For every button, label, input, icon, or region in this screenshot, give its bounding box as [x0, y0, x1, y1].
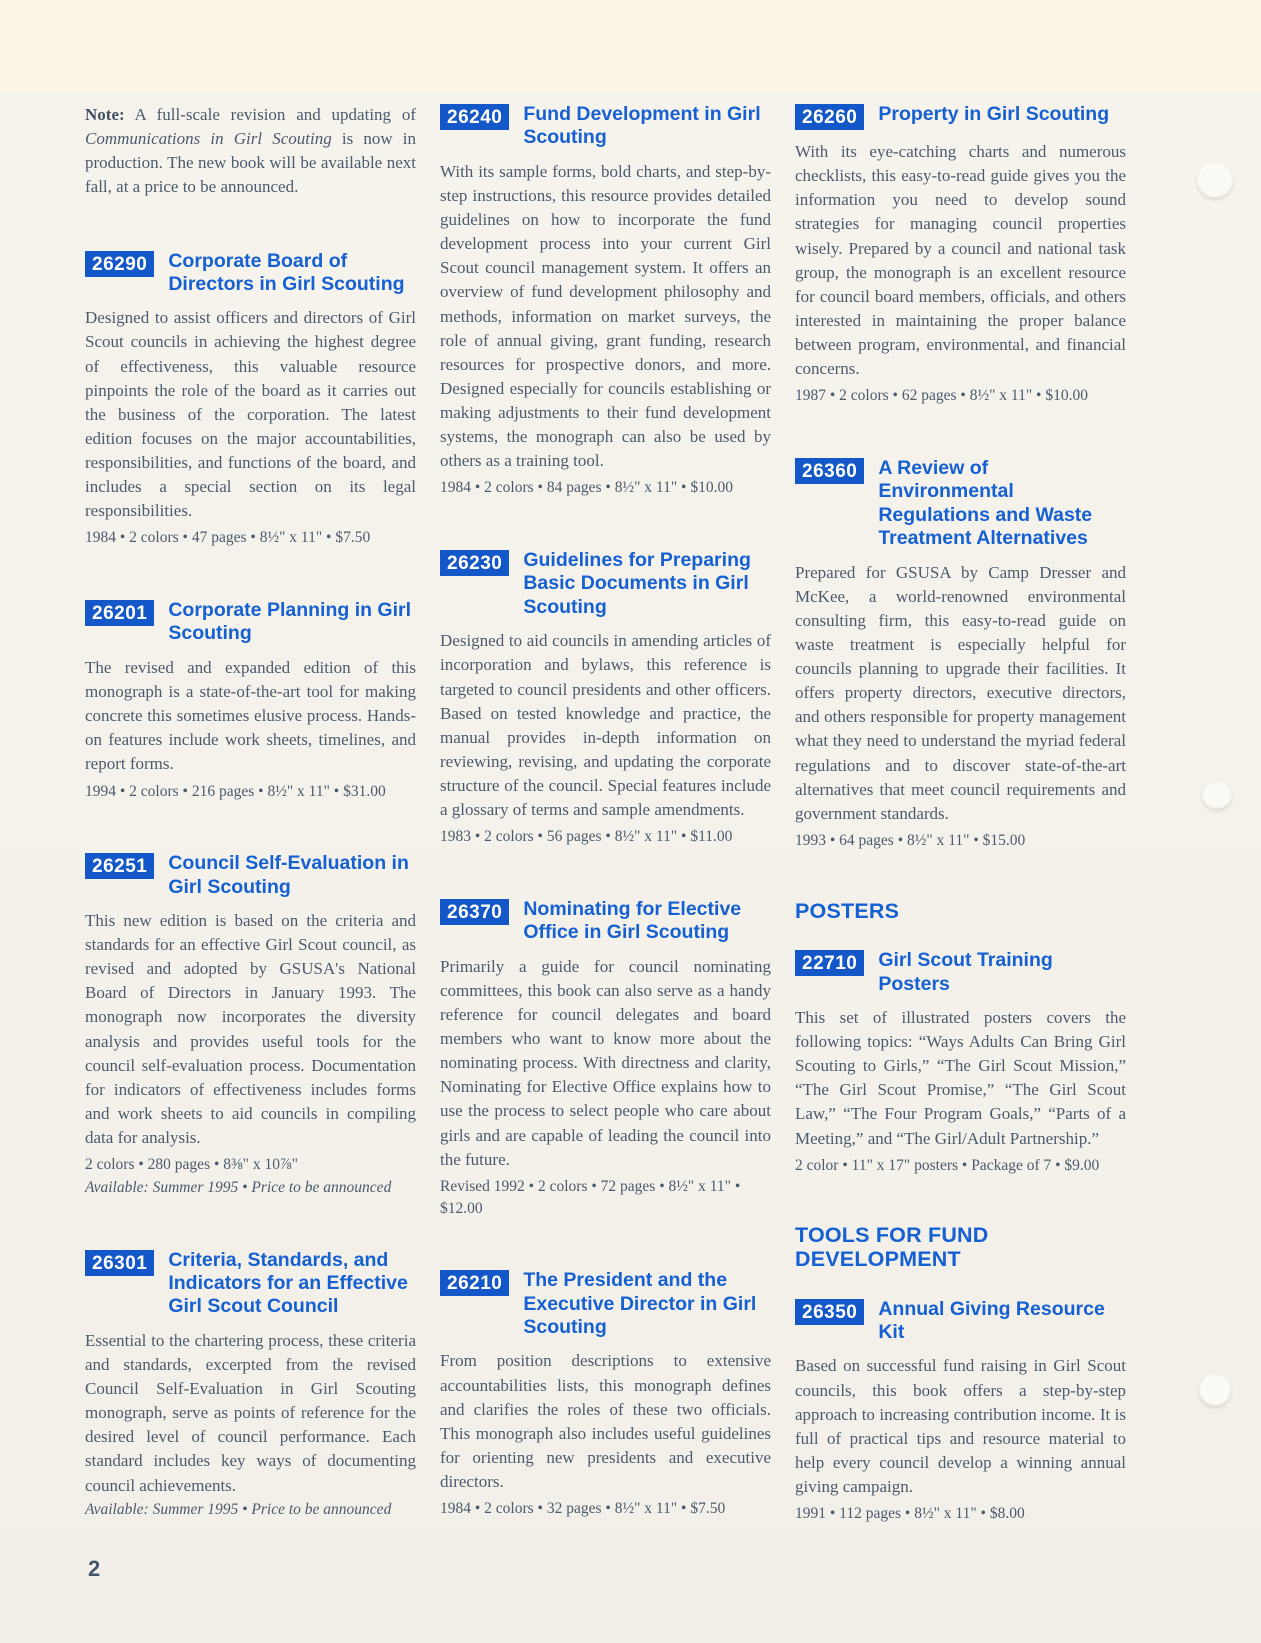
item-header: [440, 549, 771, 619]
page-top-band: [0, 0, 1261, 93]
column-1: [85, 103, 416, 1525]
catalog-item-26210: [440, 1269, 771, 1520]
note-text: A full-scale revision and updating of: [124, 105, 416, 124]
catalog-item-22710: [795, 949, 1126, 1176]
item-description: The revised and expanded edition of this monograph is a state-of-the-art tool for making concrete this sometimes elusive process. Hands-on features include work sheets, timelines, and report forms.: [85, 657, 416, 774]
item-description: This new edition is based on the criteria and standards for an effective Girl Scout council, as revised and adopted by GSUSA's National Board of Directors in January 1993. The monograph now incorporates the diversity analysis and provides useful tools for the council self-evaluation process. Documentation for indicators of effectiveness includes forms and work sheets to aid councils in compiling data for analysis.: [85, 910, 416, 1148]
catalog-item-26240: [440, 103, 771, 499]
item-title: Corporate Board of Directors in Girl Scouting: [168, 249, 405, 295]
item-title: Criteria, Standards, and Indicators for an Effective Girl Scout Council: [168, 1248, 408, 1318]
item-specs: 1984 • 2 colors • 32 pages • 8½" x 11" • $7.50: [440, 1500, 726, 1518]
item-code-badge: 26360: [795, 458, 864, 484]
hole-punch: [1199, 1374, 1231, 1406]
note-paragraph: [85, 103, 416, 200]
item-code-badge: 26251: [85, 853, 154, 879]
item-title: Annual Giving Resource Kit: [878, 1297, 1105, 1344]
item-availability: Available: Summer 1995 • Price to be announced: [85, 1500, 392, 1518]
item-title: Guidelines for Preparing Basic Documents in Girl Scouting: [523, 549, 751, 618]
item-description: Essential to the chartering process, these criteria and standards, excerpted from the revised Council Self-Evaluation in Girl Scouting monograph, serve as points of reference for the desired level of council performance. Each standard includes key ways of documenting council achievements.: [85, 1330, 416, 1495]
item-specs: 2 color • 11" x 17" posters • Package of 7 • $9.00: [795, 1156, 1100, 1174]
item-code-badge: 26240: [440, 104, 509, 130]
item-title: Property in Girl Scouting: [878, 103, 1110, 125]
catalog-item-26350: [795, 1298, 1126, 1525]
item-specs: 2 colors • 280 pages • 8⅜" x 10⅞": [85, 1156, 298, 1174]
item-specs: 1993 • 64 pages • 8½" x 11" • $15.00: [795, 831, 1026, 849]
item-code-badge: 22710: [795, 950, 864, 976]
item-specs: 1984 • 2 colors • 47 pages • 8½" x 11" • $7.50: [85, 529, 371, 547]
column-3: [795, 103, 1126, 1525]
note-book-title: Communications in Girl Scouting: [85, 129, 332, 149]
section-heading-tools-for-fund-development: TOOLS FOR FUND DEVELOPMENT: [795, 1223, 989, 1272]
item-code-badge: 26230: [440, 550, 509, 576]
note-label: Note:: [85, 105, 125, 124]
item-code-badge: 26201: [85, 600, 154, 626]
catalog-item-26290: [85, 250, 416, 550]
item-specs: 1983 • 2 colors • 56 pages • 8½" x 11" • $11.00: [440, 828, 733, 846]
catalog-item-26360: [795, 457, 1126, 852]
item-code-badge: 26301: [85, 1250, 154, 1276]
item-code-badge: 26350: [795, 1299, 864, 1325]
catalog-item-26260: [795, 103, 1126, 407]
item-header: [85, 599, 416, 646]
item-header: [795, 949, 1126, 996]
note-text-after: is now in production. The new book will be available next fall, at a price to be announced.: [85, 129, 416, 197]
item-availability: Available: Summer 1995 • Price to be announced: [85, 1178, 392, 1196]
item-description: Designed to aid councils in amending articles of incorporation and bylaws, this reference is targeted to council presidents and other officers. Based on tested knowledge and practice, the manual provides in-depth information on reviewing, revising, and updating the corporate structure of the council. Special features include a glossary of terms and sample amendments.: [440, 631, 771, 820]
item-code-badge: 26260: [795, 104, 864, 130]
item-specs: 1984 • 2 colors • 84 pages • 8½" x 11" • $10.00: [440, 479, 733, 497]
item-header: [795, 1298, 1126, 1345]
page-number: 2: [88, 1556, 101, 1581]
item-code-badge: 26210: [440, 1270, 509, 1296]
item-header: [440, 1269, 771, 1339]
item-description: Designed to assist officers and directors of Girl Scout councils in achieving the highest degree of effectiveness, this valuable resource pinpoints the role of the board as it carries out the business of the corporation. The latest edition focuses on the major accountabilities, responsibilities, and functions of the board, and includes a special section on its legal responsibilities.: [85, 308, 416, 521]
item-code-badge: 26370: [440, 899, 509, 925]
item-specs: 1994 • 2 colors • 216 pages • 8½" x 11" • $31.00: [85, 782, 386, 800]
item-title: Council Self-Evaluation in Girl Scouting: [168, 852, 409, 898]
catalog-item-26230: [440, 549, 771, 848]
item-title: Girl Scout Training Posters: [878, 949, 1053, 995]
item-header: [795, 457, 1126, 551]
catalog-item-26201: [85, 599, 416, 802]
item-specs: 1991 • 112 pages • 8½" x 11" • $8.00: [795, 1505, 1025, 1523]
section-heading-posters: POSTERS: [795, 898, 900, 923]
item-title: The President and the Executive Director in Girl Scouting: [523, 1269, 757, 1339]
item-header: [85, 250, 416, 297]
column-2: [440, 103, 771, 1525]
item-title: Fund Development in Girl Scouting: [523, 103, 761, 149]
hole-punch: [1202, 782, 1232, 809]
item-description: This set of illustrated posters covers the following topics: “Ways Adults Can Bring Girl Scouting to Girls,” “The Girl Scout Mission,” “The Girl Scout Promise,” “The Girl Scout Law,” “The Four Program Goals,” “Parts of a Meeting,” and “The Girl/Adult Partnership.”: [795, 1007, 1126, 1148]
item-header: [85, 1249, 416, 1319]
catalog-item-26301: [85, 1249, 416, 1521]
catalog-item-26370: [440, 898, 771, 1219]
item-specs: 1987 • 2 colors • 62 pages • 8½" x 11" • $10.00: [795, 387, 1088, 405]
item-header: [440, 103, 771, 150]
item-header: [440, 898, 771, 945]
item-specs: Revised 1992 • 2 colors • 72 pages • 8½" x 11" • $12.00: [440, 1177, 741, 1217]
item-description: Prepared for GSUSA by Camp Dresser and McKee, a world-renowned environmental consulting firm, this easy-to-read guide on waste treatment is especially helpful for councils planning to upgrade their facilities. It offers property directors, executive directors, and others responsible for property management what they need to understand the myriad federal regulations and to discover state-of-the-art alternatives that meet council requirements and government standards.: [795, 562, 1126, 823]
item-header: [85, 852, 416, 899]
catalog-item-26251: [85, 852, 416, 1198]
item-description: Based on successful fund raising in Girl Scout councils, this book offers a step-by-step approach to increasing contribution income. It is full of practical tips and resource material to help every council develop a winning annual giving campaign.: [795, 1356, 1126, 1497]
item-title: Nominating for Elective Office in Girl Scouting: [523, 897, 742, 944]
item-description: Primarily a guide for council nominating committees, this book can also serve as a handy reference for council delegates and board members who want to know more about the nominating process. With directness and clarity, Nominating for Elective Office explains how to use the process to select people who care about girls and are capable of leading the council into the future.: [440, 956, 771, 1169]
item-code-badge: 26290: [85, 251, 154, 277]
item-description: With its sample forms, bold charts, and step-by-step instructions, this resource provides detailed guidelines on how to incorporate the fund development process into your current Girl Scout council management system. It offers an overview of fund development philosophy and methods, information on market surveys, the role of annual giving, grant funding, research resources for prospective donors, and more. Designed especially for councils establishing or making adjustments to their fund development systems, the monograph can also be used by others as a training tool.: [440, 161, 771, 471]
item-header: [795, 103, 1126, 130]
item-title: A Review of Environmental Regulations and Waste Treatment Alternatives: [878, 456, 1093, 550]
catalog-content: [85, 103, 1125, 1525]
item-title: Corporate Planning in Girl Scouting: [168, 599, 412, 645]
item-description: From position descriptions to extensive accountabilities lists, this monograph defines and clarifies the roles of these two officials. This monograph also includes useful guidelines for orienting new presidents and executive directors.: [440, 1351, 771, 1492]
item-description: With its eye-catching charts and numerous checklists, this easy-to-read guide gives you the information you need to develop sound strategies for managing council properties wisely. Prepared by a council and national task group, the monograph is an excellent resource for council board members, officials, and others interested in maintaining the proper balance between program, environmental, and financial concerns.: [795, 142, 1126, 379]
hole-punch: [1197, 162, 1233, 198]
